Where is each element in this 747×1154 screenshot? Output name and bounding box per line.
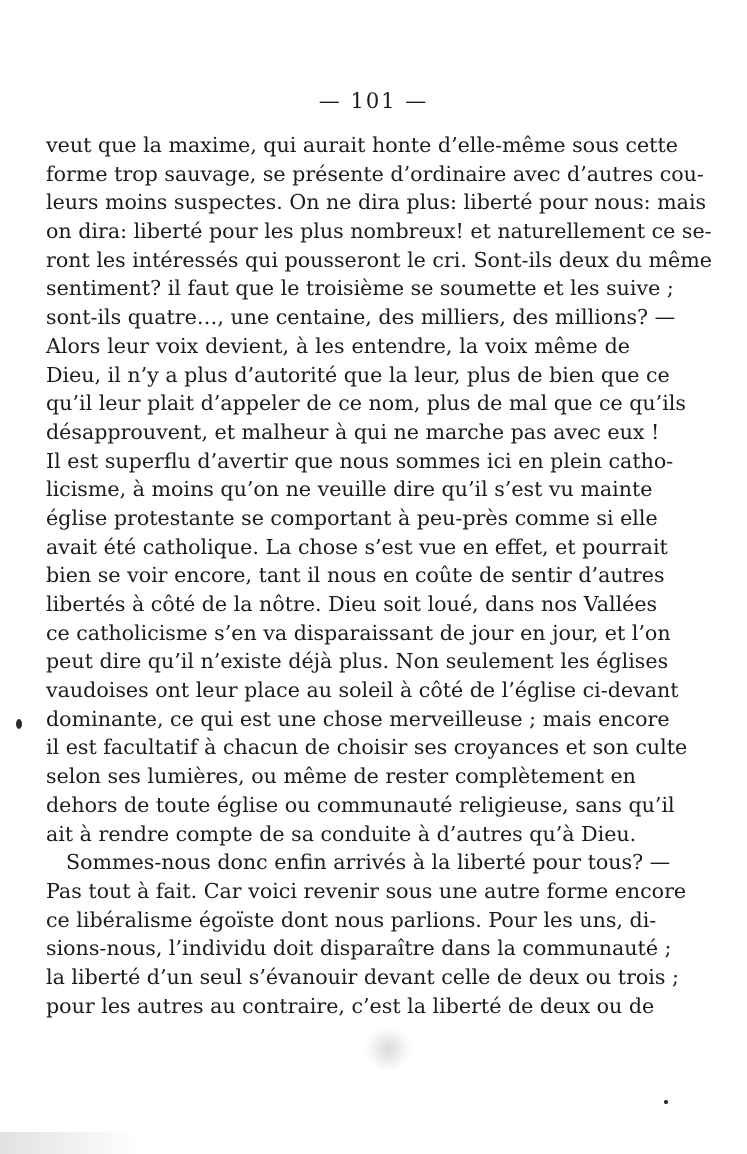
page-number: — 101 —	[318, 89, 429, 113]
text-line: église protestante se comportant à peu-près comme si elle	[46, 505, 658, 530]
text-line: la liberté d’un seul s’évanouir devant celle de deux ou trois ;	[46, 964, 679, 989]
paper-smudge	[0, 1132, 140, 1154]
text-line: leurs moins suspectes. On ne dira plus: liberté pour nous: mais	[46, 190, 707, 215]
text-line: veut que la maxime, qui aurait honte d’elle-même sous cette	[46, 133, 678, 157]
text-line: vaudoises ont leur place au soleil à côté de l’église ci-devant	[46, 678, 679, 703]
text-line: on dira: liberté pour les plus nombreux! et naturellement ce se-	[46, 219, 712, 244]
text-line: libertés à côté de la nôtre. Dieu soit loué, dans nos Vallées	[46, 592, 658, 616]
text-line: bien se voir encore, tant il nous en coûte de sentir d’autres	[46, 563, 665, 588]
text-line: ront les intéressés qui pousseront le cri. Sont-ils deux du même	[46, 247, 712, 272]
text-line: Dieu, il n’y a plus d’autorité que la leur, plus de bien que ce	[46, 362, 670, 387]
text-line: avait été catholique. La chose s’est vue en effet, et pourrait	[46, 534, 668, 559]
text-line: sentiment? il faut que le troisième se soumette et les suive ;	[46, 276, 674, 301]
text-line: pour les autres au contraire, c’est la liberté de deux ou de	[46, 993, 655, 1018]
text-line: Pas tout à fait. Car voici revenir sous une autre forme encore	[46, 878, 687, 903]
paragraph-1	[46, 131, 712, 848]
text-line: ait à rendre compte de sa conduite à d’autres qu’à Dieu.	[46, 821, 637, 846]
body-text	[46, 131, 712, 1020]
text-line: dominante, ce qui est une chose merveilleuse ; mais encore	[46, 706, 670, 731]
ink-speck	[16, 719, 22, 729]
text-line: forme trop sauvage, se présente d’ordinaire avec d’autres cou-	[46, 161, 704, 186]
text-line: peut dire qu’il n’existe déjà plus. Non seulement les églises	[46, 649, 669, 674]
ink-speck	[664, 1100, 668, 1104]
text-line: qu’il leur plait d’appeler de ce nom, plus de mal que ce qu’ils	[46, 391, 686, 416]
text-line: licisme, à moins qu’on ne veuille dire qu’il s’est vu mainte	[46, 477, 653, 502]
text-line: désapprouvent, et malheur à qui ne marche pas avec eux !	[46, 419, 660, 444]
text-line: sions-nous, l’individu doit disparaître dans la communauté ;	[46, 936, 672, 961]
paragraph-2	[46, 848, 687, 1020]
text-line: Il est superflu d’avertir que nous sommes ici en plein catho-	[46, 448, 674, 473]
text-line: ce libéralisme égoïste dont nous parlions. Pour les uns, di-	[46, 907, 657, 932]
text-line: selon ses lumières, ou même de rester complètement en	[46, 764, 636, 789]
text-line: Sommes-nous donc enfin arrivés à la liberté pour tous? —	[66, 850, 671, 875]
text-line: Alors leur voix devient, à les entendre, la voix même de	[46, 333, 630, 358]
text-line: dehors de toute église ou communauté religieuse, sans qu’il	[46, 792, 675, 817]
text-line: ce catholicisme s’en va disparaissant de jour en jour, et l’on	[46, 620, 671, 645]
paper-stain	[364, 1028, 412, 1070]
text-line: il est facultatif à chacun de choisir ses croyances et son culte	[46, 735, 688, 760]
text-line: sont-ils quatre…, une centaine, des milliers, des millions? —	[46, 305, 676, 330]
